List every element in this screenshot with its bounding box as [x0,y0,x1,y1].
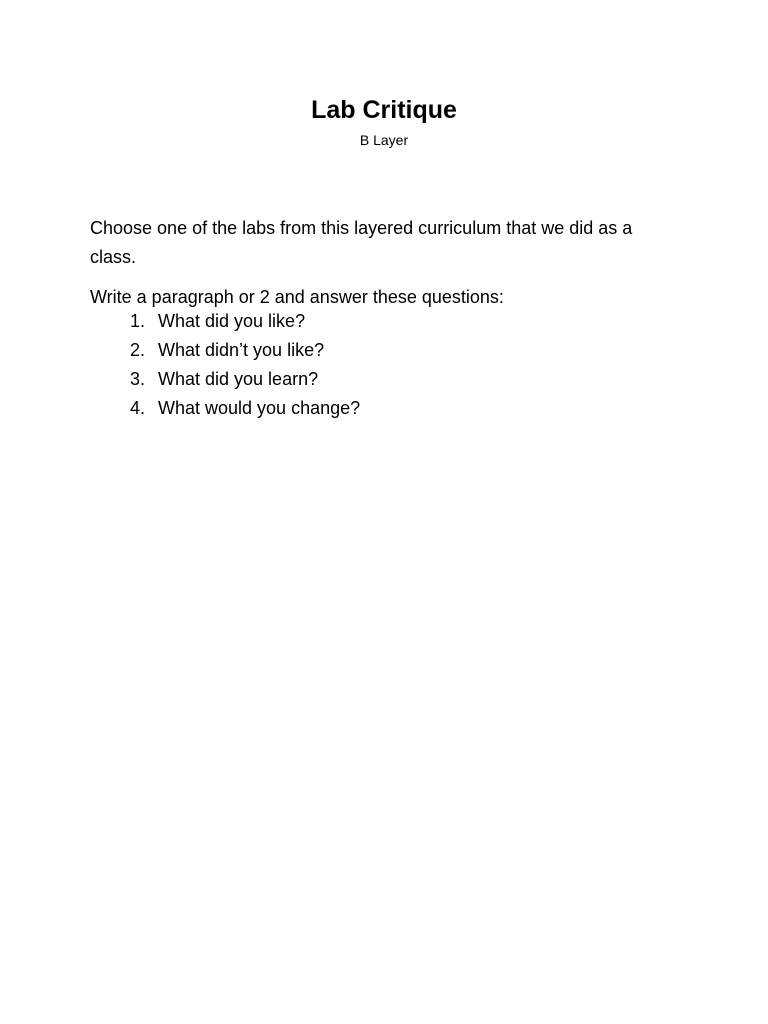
list-item-number: 2. [130,340,146,360]
list-item-number: 4. [130,398,146,418]
page-title: Lab Critique [311,96,457,124]
question-list [130,307,360,423]
list-item [130,394,360,423]
instruction-paragraph: Choose one of the labs from this layered curriculum that we did as a class. [90,218,633,267]
list-item [130,307,360,336]
list-item [130,365,360,394]
instruction-paragraph: Write a paragraph or 2 and answer these questions: [90,287,504,307]
list-item-text: What did you like? [158,311,306,331]
list-item-number: 1. [130,311,146,331]
list-item-number: 3. [130,369,146,389]
page-subtitle: B Layer [359,132,409,148]
list-item-text: What did you learn? [158,369,319,389]
list-item-text: What would you change? [158,398,361,418]
list-item-text: What didn’t you like? [158,340,325,360]
list-item [130,336,360,365]
